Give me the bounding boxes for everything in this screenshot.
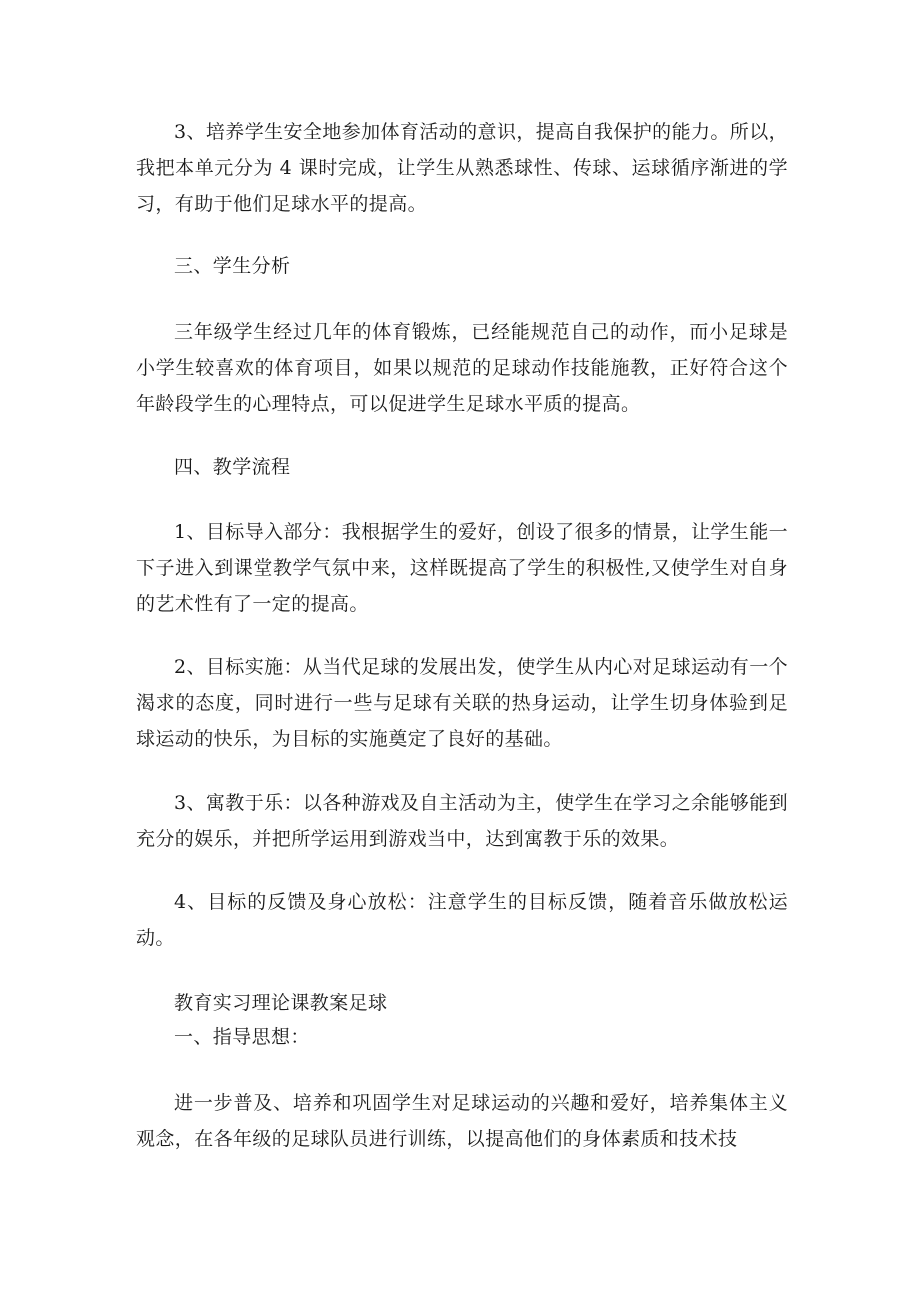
paragraph-goal-introduction: 1、目标导入部分：我根据学生的爱好，创设了很多的情景，让学生能一下子进入到课堂教学气氛中来，这样既提高了学生的积极性,又使学生对自身的艺术性有了一定的提高。 [136,521,788,615]
heading-student-analysis: 三、学生分析 [174,255,291,277]
paragraph-safety-awareness: 3、培养学生安全地参加体育活动的意识，提高自我保护的能力。所以，我把本单元分为 4 课时完成，让学生从熟悉球性、传球、运球循序渐进的学习，有助于他们足球水平的提高。 [136,121,788,215]
paragraph-student-analysis: 三年级学生经过几年的体育锻炼，已经能规范自己的动作，而小足球是小学生较喜欢的体育项目，如果以规范的足球动作技能施教，正好符合这个年龄段学生的心理特点，可以促进学生足球水平质的提高。 [136,321,788,415]
paragraph-guiding-ideology: 进一步普及、培养和巩固学生对足球运动的兴趣和爱好，培养集体主义观念，在各年级的足球队员进行训练，以提高他们的身体素质和技术技 [136,1092,788,1150]
heading-guiding-ideology: 一、指导思想： [174,1026,310,1048]
paragraph-goal-implementation: 2、目标实施：从当代足球的发展出发，使学生从内心对足球运动有一个渴求的态度，同时进行一些与足球有关联的热身运动，让学生切身体验到足球运动的快乐，为目标的实施奠定了良好的基础。 [136,656,788,750]
heading-teaching-flow: 四、教学流程 [174,456,291,478]
heading-lesson-title: 教育实习理论课教案足球 [174,992,388,1014]
paragraph-feedback-relaxation: 4、目标的反馈及身心放松：注意学生的目标反馈，随着音乐做放松运动。 [136,891,788,949]
paragraph-learning-through-play: 3、寓教于乐：以各种游戏及自主活动为主，使学生在学习之余能够能到充分的娱乐，并把所学运用到游戏当中，达到寓教于乐的效果。 [136,792,788,850]
